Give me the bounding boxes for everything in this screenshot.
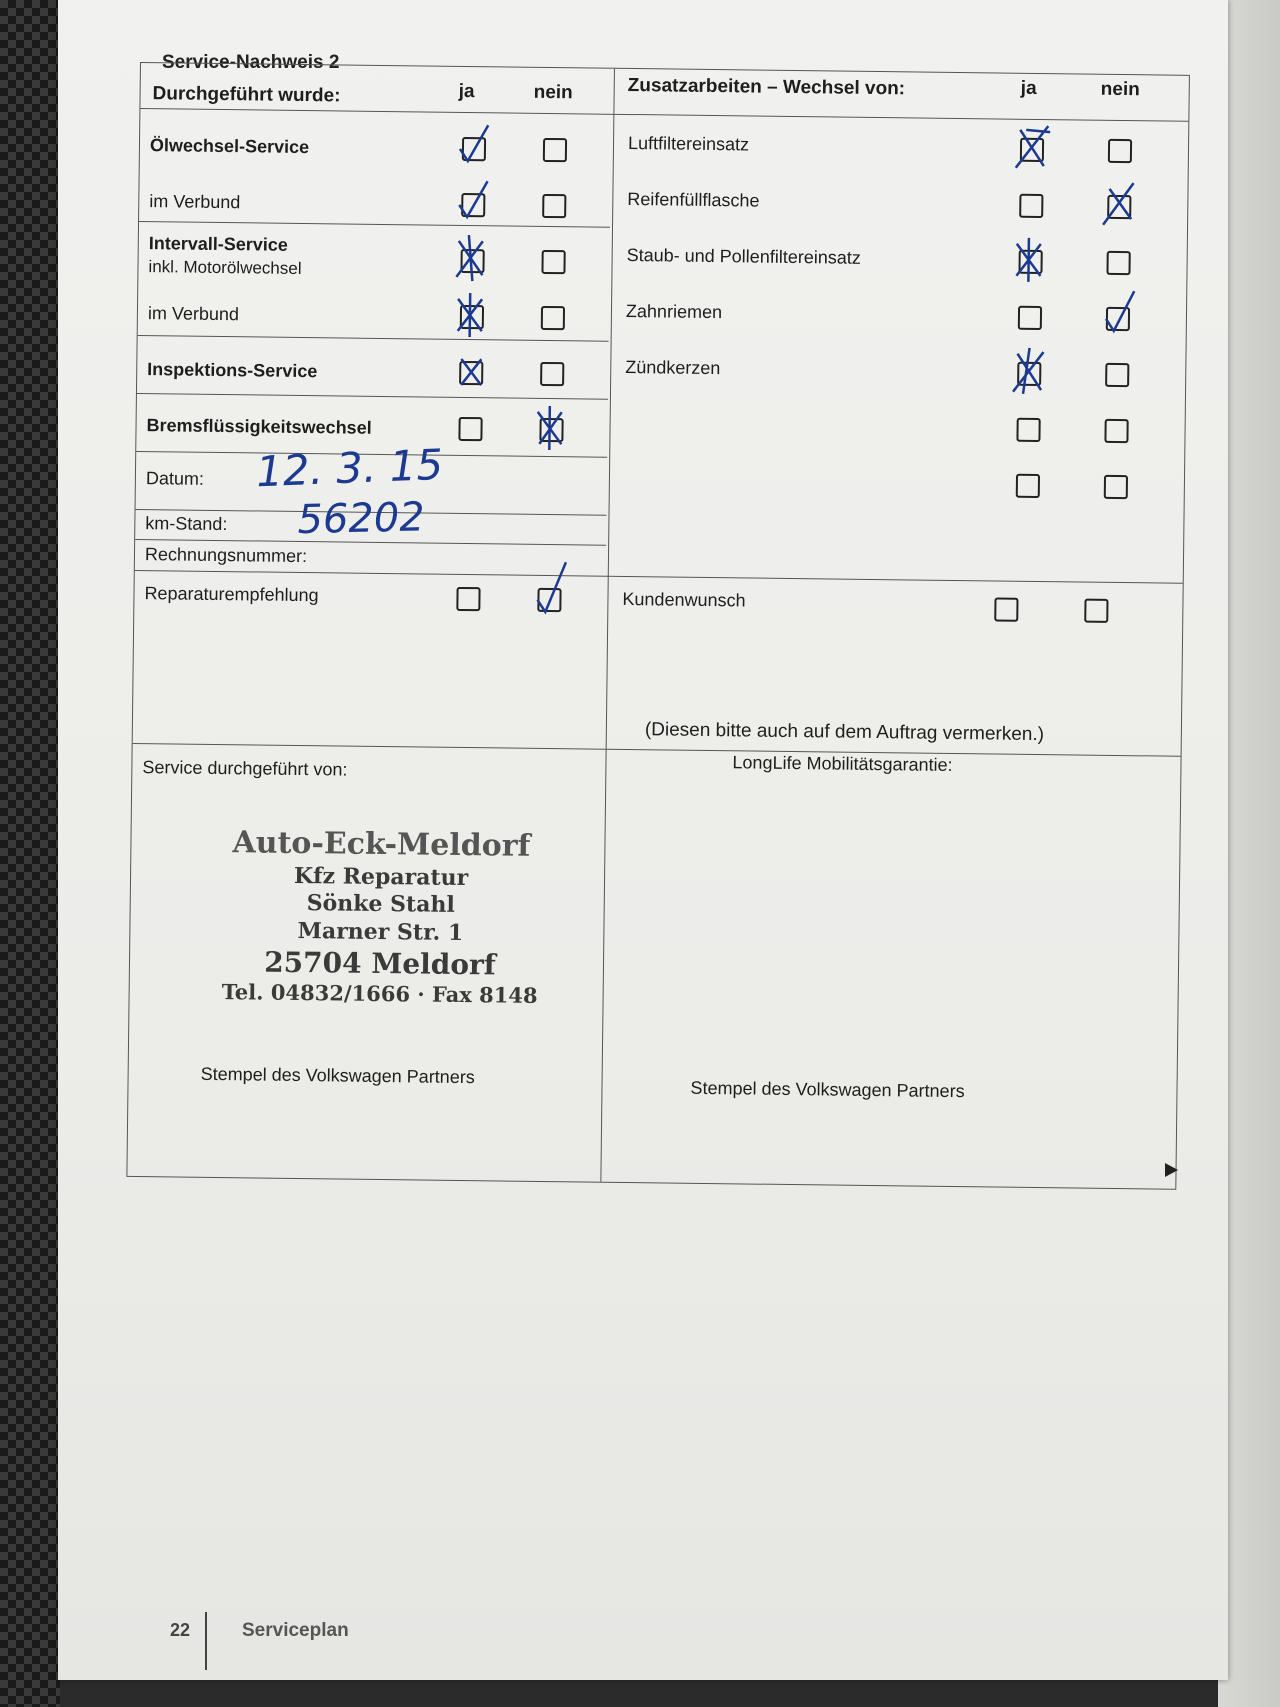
left-col-no: nein [533,81,573,104]
checkbox-kundenwunsch-ja[interactable] [994,597,1018,621]
rechnung-label: Rechnungsnummer: [144,544,308,567]
stamp-caption-left: Stempel des Volkswagen Partners [200,1063,475,1088]
cross-mark [1099,179,1140,229]
checkbox-pollenfilter-nein[interactable] [1106,251,1130,275]
page-number: 22 [170,1620,191,1640]
row-label-bremsfluessigkeit: Bremsflüssigkeitswechsel [146,415,372,438]
checkbox-reifenfuell-ja[interactable] [1019,194,1043,218]
checkbox-reparatur-ja[interactable] [456,587,480,611]
row-label-inspektion: Inspektions-Service [147,359,318,382]
right-header: Zusatzarbeiten – Wechsel von: [627,74,906,100]
longlife-label: LongLife Mobilitätsgarantie: [732,752,953,775]
cross-mark [1010,234,1051,284]
service-form [126,62,1190,1190]
checkbox-zuendkerzen-nein[interactable] [1105,363,1129,387]
next-page-arrow-icon [1165,1163,1178,1177]
checkbox-extra2-nein[interactable] [1104,475,1128,499]
km-label: km-Stand: [145,513,228,535]
check-mark [454,121,495,171]
check-mark [453,177,494,227]
footer-divider [205,1612,207,1670]
stamp-line-owner: Sönke Stahl [306,890,455,918]
row-label-reifenfuell: Reifenfüllflasche [627,188,760,211]
service-by-label: Service durchgeführt von: [142,757,348,780]
row-sublabel-intervall: inkl. Motorölwechsel [148,257,302,278]
row-label-oelwechsel: Ölwechsel-Service [149,135,310,158]
left-col-yes: ja [458,80,475,103]
row-label-zahnriemen: Zahnriemen [625,300,723,323]
right-col-yes: ja [1020,77,1037,99]
checkbox-kundenwunsch-nein[interactable] [1084,599,1108,623]
row-label-pollenfilter: Staub- und Pollenfiltereinsatz [626,244,861,268]
stamp-caption-right: Stempel des Volkswagen Partners [690,1077,965,1102]
row-label-verbund-2: im Verbund [147,303,240,325]
stamp-line-trade: Kfz Reparatur [293,862,469,891]
cross-mark [1012,122,1053,172]
checkbox-verbund2-nein[interactable] [541,306,565,330]
checkbox-bremse-ja[interactable] [458,417,482,441]
cross-mark [451,345,492,395]
stamp-line-city: 25704 Meldorf [263,945,497,982]
checkbox-inspektion-nein[interactable] [540,362,564,386]
datum-label: Datum: [145,468,205,489]
checkbox-extra2-ja[interactable] [1016,474,1040,498]
check-mark [1098,291,1139,341]
kundenwunsch-note: (Diesen bitte auch auf dem Auftrag vermerken.) [644,719,1045,746]
cross-mark [531,402,572,452]
left-column [127,63,615,1182]
checkbox-intervall-nein[interactable] [541,250,565,274]
row-label-intervall: Intervall-Service [148,233,288,255]
stamp-line-street: Marner Str. 1 [297,917,464,946]
km-value: 56202 [296,494,426,544]
check-mark [529,572,570,622]
stamp-line-phone: Tel. 04832/1666 · Fax 8148 [221,979,538,1008]
cross-mark [452,289,493,339]
right-col-no: nein [1100,78,1140,101]
checkbox-oelwechsel-nein[interactable] [543,138,567,162]
checkbox-luftfilter-nein[interactable] [1108,139,1132,163]
checkbox-extra1-ja[interactable] [1016,418,1040,442]
row-label-luftfilter: Luftfiltereinsatz [627,132,750,155]
checkbox-zahnriemen-ja[interactable] [1018,306,1042,330]
row-label-zuendkerzen: Zündkerzen [625,356,721,379]
left-header: Durchgeführt wurde: [152,83,341,107]
cross-mark [1009,346,1050,396]
checkbox-verbund1-nein[interactable] [542,194,566,218]
stamp-line-company: Auto-Eck-Meldorf [232,825,531,864]
form-title: Service-Nachweis 2 [162,52,340,73]
footer-section: Serviceplan [242,1620,349,1641]
checkbox-extra1-nein[interactable] [1104,419,1128,443]
cross-mark [452,233,493,283]
datum-value: 12. 3. 15 [255,439,444,497]
dealer-stamp [169,823,591,1009]
background-pattern [0,0,60,1707]
kundenwunsch-label: Kundenwunsch [622,588,746,611]
reparatur-label: Reparaturempfehlung [144,583,319,606]
row-label-verbund-1: im Verbund [149,191,241,213]
